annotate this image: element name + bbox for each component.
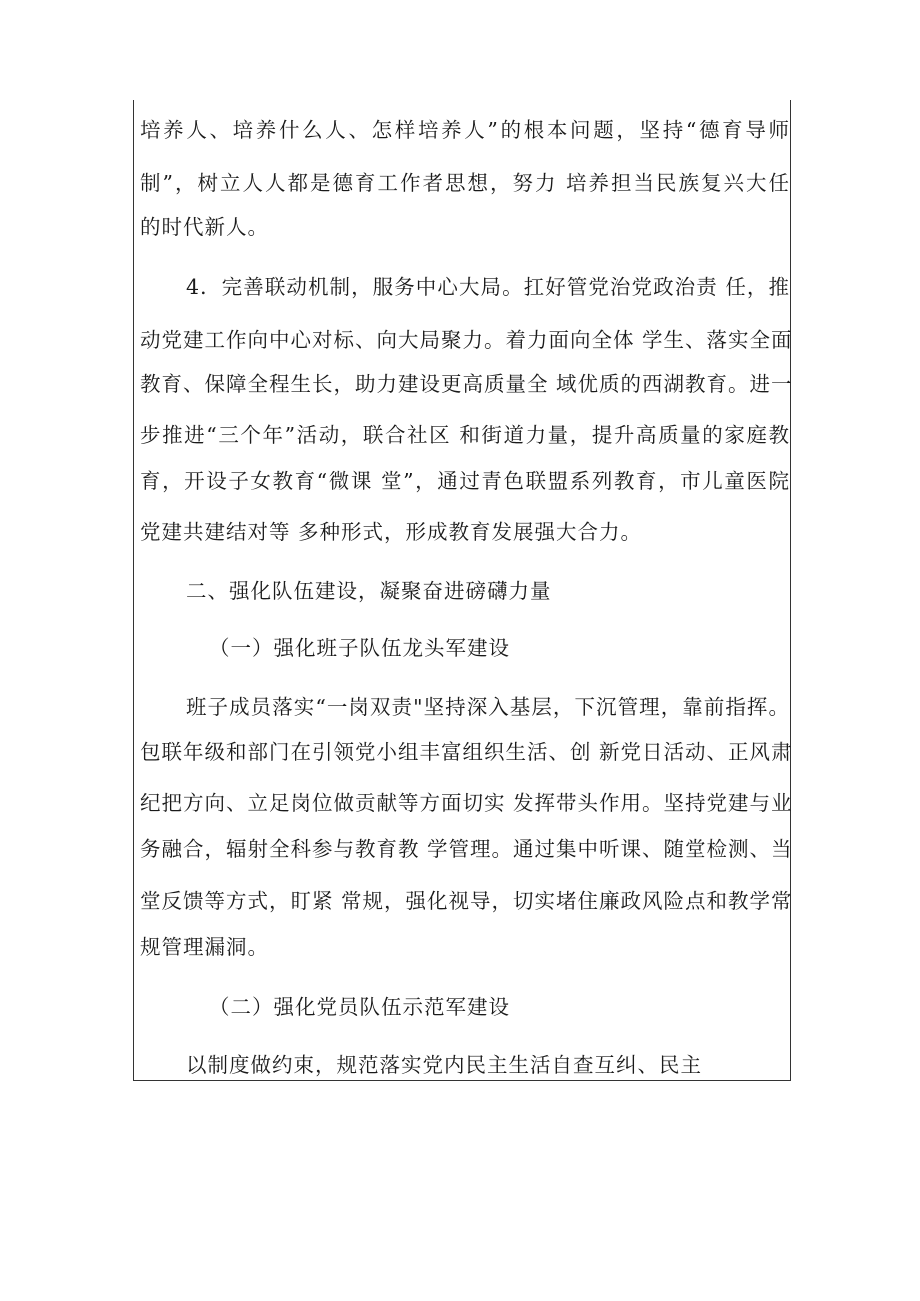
text-line: 培养人、培养什么人、怎样培养人”的根本问题，坚持“德育导师 — [140, 118, 790, 142]
text-line: 堂反馈等方式，盯紧 常规，强化视导，切实堵住廉政风险点和教学常 — [140, 889, 793, 913]
text-line: 制”，树立人人都是德育工作者思想，努力 培养担当民族复兴大任 — [140, 171, 790, 195]
text-line: 的时代新人。 — [140, 215, 269, 239]
text-line: 党建共建结对等 多种形式，形成教育发展强大合力。 — [140, 520, 643, 544]
subsection-heading: （一）强化班子队伍龙头军建设 — [209, 636, 510, 660]
subsection-heading: （二）强化党员队伍示范军建设 — [209, 995, 510, 1019]
text-line: 包联年级和部门在引领党小组丰富组织生活、创 新党日活动、正风肃 — [140, 740, 793, 764]
text-line: 教育、保障全程生长，助力建设更高质量全 域优质的西湖教育。进一 — [140, 372, 793, 396]
text-line: 步推进“三个年”活动，联合社区 和街道力量，提升高质量的家庭教 — [140, 423, 790, 447]
text-line: 以制度做约束，规范落实党内民主生活自查互纠、民主 — [186, 1053, 702, 1077]
text-line: 规管理漏洞。 — [140, 935, 269, 959]
text-line: 班子成员落实“一岗双责"坚持深入基层，下沉管理，靠前指挥。 — [186, 695, 790, 719]
text-line: 育，开设子女教育“微课 堂”，通过青色联盟系列教育，市儿童医院 — [140, 469, 790, 493]
text-line: 务融合，辐射全科参与教育教 学管理。通过集中听课、随堂检测、当 — [140, 837, 793, 861]
text-line: 纪把方向、立足岗位做贡献等方面切实 发挥带头作用。坚持党建与业 — [140, 791, 793, 815]
section-heading: 二、强化队伍建设，凝聚奋进磅礴力量 — [186, 579, 552, 603]
text-line: 动党建工作向中心对标、向大局聚力。着力面向全体 学生、落实全面 — [140, 328, 793, 352]
text-line: 4．完善联动机制，服务中心大局。扛好管党治党政治责 任，推 — [186, 275, 790, 299]
